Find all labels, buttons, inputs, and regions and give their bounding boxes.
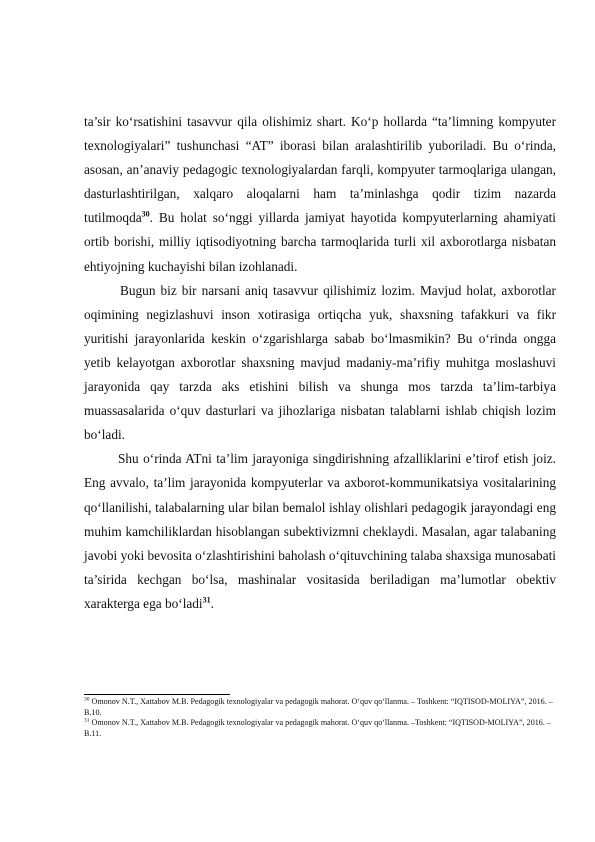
footnote-text: Omonov N.T., Xattabov M.B. Pedagogik texnologiyalar va pedagogik mahorat. O‘quv qo‘llanma. –Toshkent: “IQTISOD-MOLIYA”, 2016. – B.11. xyxy=(84,718,551,738)
paragraph-2: Bugun biz bir narsani aniq tasavvur qilishimiz lozim. Mavjud holat, axborotlar oqimining negizlashuvi inson xotirasiga ortiqcha yuk, shaxsning tafakkuri va fikr yuritishi jarayonlarida keskin o‘zgarishlarga sabab bo‘lmasmikin? Bu o‘rinda ongga yetib kelayotgan axborotlar shaxsning mavjud madaniy-ma’rifiy muhitga moslashuvi jarayonida qay tarzda aks etishini bilish va shunga mos tarzda ta’lim-tarbiya muassasalarida o‘quv dasturlari va jihozlariga nisbatan talablarni ishlab chiqish lozim bo‘ladi. xyxy=(84,282,556,443)
body-text xyxy=(84,110,556,616)
footnote-30 xyxy=(84,697,556,718)
footnotes xyxy=(84,697,556,739)
paragraph-1-text-cont: . Bu holat so‘nggi yillarda jamiyat hayotida kompyuterlarning ahamiyati ortib borishi, milliy iqtisodiyotning barcha tarmoqlarida turli xil axborotlarga nisbatan ehtiyojning kuchayishi bilan izohlanadi. xyxy=(84,210,556,274)
paragraph-3 xyxy=(84,447,556,616)
footnote-number: 31 xyxy=(84,717,90,724)
paragraph-1-text: ta’sir ko‘rsatishini tasavvur qila olishimiz shart. Ko‘p hollarda “ta’limning kompyuter texnologiyalari” tushunchasi “AT” iborasi bilan aralashtirilib yuboriladi. Bu o‘rinda, asosan, an’anaviy pedagogic texnologiyalardan farqli, kompyuter tarmoqlariga ulangan, dasturlashtirilgan, xalqaro aloqalarni ham ta’minlashga qodir tizim nazarda tutilmoqda xyxy=(84,114,556,226)
footnote-ref-30[interactable]: 30 xyxy=(141,209,150,219)
paragraph-3-text-cont: . xyxy=(210,595,214,611)
footnote-ref-31[interactable]: 31 xyxy=(202,595,211,605)
footnote-separator xyxy=(84,694,230,695)
footnote-number: 30 xyxy=(84,696,90,703)
footnote-31 xyxy=(84,718,556,739)
paragraph-1 xyxy=(84,110,556,279)
footnote-text: Omonov N.T., Xattabov M.B. Pedagogik texnologiyalar va pedagogik mahorat. O‘quv qo‘llanma. – Toshkent: “IQTISOD-MOLIYA”, 2016. –B.10. xyxy=(84,697,553,717)
paragraph-3-text: Shu o‘rinda ATni ta’lim jarayoniga singdirishning afzalliklarini e’tirof etish joiz. Eng avvalo, ta’lim jarayonida kompyuterlar va axborot-kommunikatsiya vositalarining qo‘llanilishi, talabalarning ular bilan bemalol ishlay olishlari pedagogik jarayondagi eng muhim kamchiliklardan hisoblangan subektivizmni cheklaydi. Masalan, agar talabaning javobi yoki bevosita o‘zlashtirishini baholash o‘qituvchining talaba shaxsiga munosabati ta’sirida kechgan bo‘lsa, mashinalar vositasida beriladigan ma’lumotlar obektiv xarakterga ega bo‘ladi xyxy=(84,451,556,611)
